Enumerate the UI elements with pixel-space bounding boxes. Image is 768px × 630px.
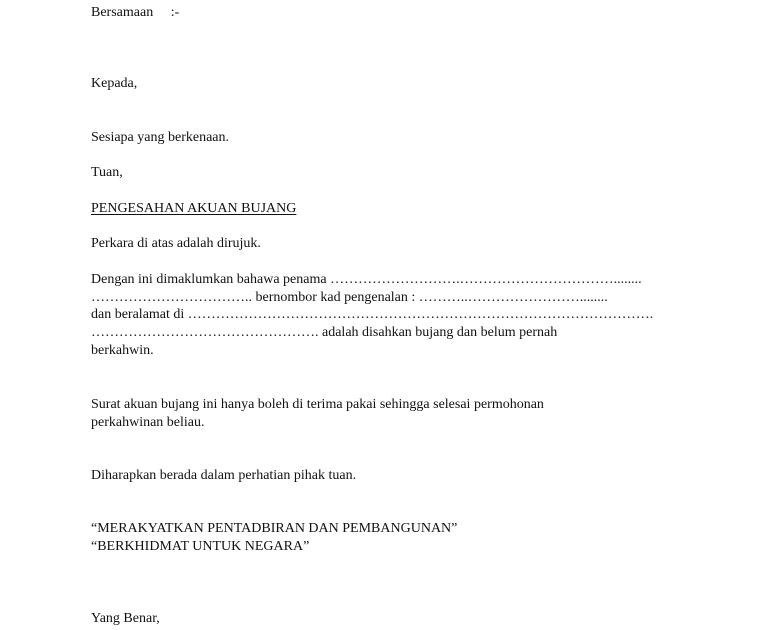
- sign-off: Yang Benar,: [91, 611, 160, 626]
- bersamaan-line: Bersamaan :-: [91, 5, 180, 20]
- salutation-to: Kepada,: [91, 76, 138, 91]
- subject-heading: PENGESAHAN AKUAN BUJANG: [91, 201, 297, 216]
- slogan-line-2: “BERKHIDMAT UNTUK NEGARA”: [91, 539, 310, 554]
- validity-line-2: perkahwinan beliau.: [91, 415, 205, 430]
- reference-line: Perkara di atas adalah dirujuk.: [91, 236, 261, 251]
- greeting-line: Tuan,: [91, 165, 123, 180]
- recipient-line: Sesiapa yang berkenaan.: [91, 130, 229, 145]
- closing-request: Diharapkan berada dalam perhatian pihak tuan.: [91, 468, 357, 483]
- body-line-3: dan beralamat di ……………………………………………………………………………………….: [91, 307, 654, 322]
- body-line-4: …………………………………………. adalah disahkan bujang dan belum pernah: [91, 325, 558, 340]
- validity-line-1: Surat akuan bujang ini hanya boleh di terima pakai sehingga selesai permohonan: [91, 397, 544, 412]
- body-line-5: berkahwin.: [91, 343, 154, 358]
- body-line-2: …………………………….. bernombor kad pengenalan : ………..……………………........: [91, 290, 608, 305]
- body-line-1: Dengan ini dimaklumkan bahawa penama ……………………….……………………………........: [91, 272, 642, 287]
- slogan-line-1: “MERAKYATKAN PENTADBIRAN DAN PEMBANGUNAN”: [91, 521, 458, 536]
